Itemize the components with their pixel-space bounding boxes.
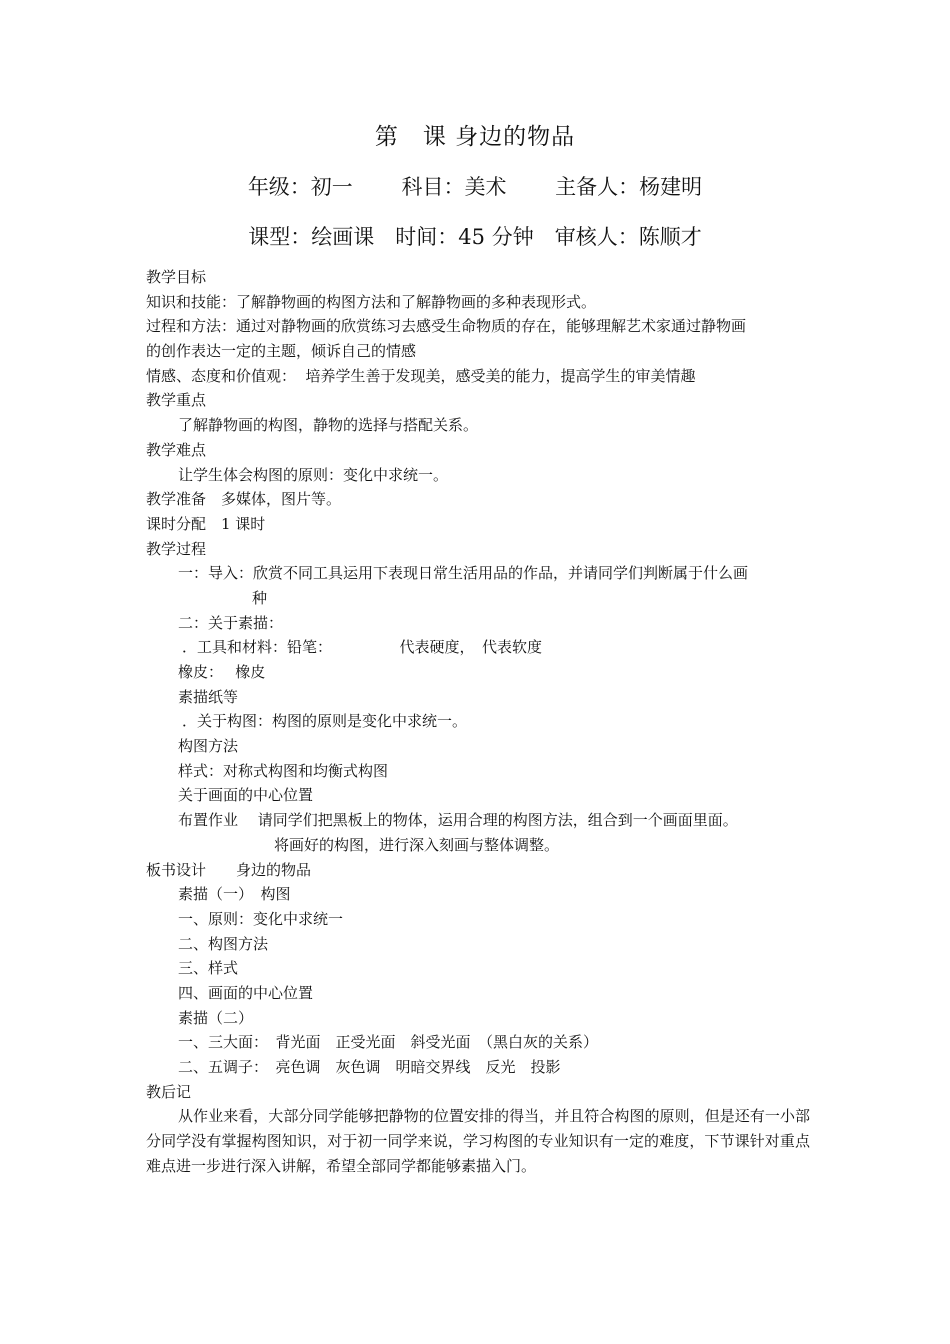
section-heading-difficulties: 教学难点: [146, 440, 207, 459]
text-line: 让学生体会构图的原则：变化中求统一。: [178, 465, 449, 484]
text-line: 情感、态度和价值观： 培养学生善于发现美，感受美的能力，提高学生的审美情趣: [146, 366, 696, 385]
reflection-text: 从作业来看，大部分同学能够把静物的位置安排的得当，并且符合构图的原则，但是还有一小部分同学没有掌握构图知识，对于初一同学来说，学习构图的专业知识有一定的难度，下节课针对重点难点进一步进行深入讲解，希望全部同学都能够素描入门。: [146, 1107, 810, 1175]
text-line: 四、画面的中心位置: [178, 983, 314, 1002]
reflection-paragraph: [146, 1104, 810, 1178]
text-line: ．工具和材料：铅笔： 代表硬度， 代表软度: [182, 638, 543, 657]
text-line: 二：关于素描：: [178, 613, 284, 632]
text-line: 素描（一） 构图: [178, 885, 291, 904]
section-heading-board-design: 板书设计 身边的物品: [146, 860, 312, 879]
text-line: 关于画面的中心位置: [178, 786, 314, 805]
text-line: 知识和技能：了解静物画的构图方法和了解静物画的多种表现形式。: [146, 292, 597, 311]
text-line: 的创作表达一定的主题，倾诉自己的情感: [146, 342, 417, 361]
text-line: 素描纸等: [178, 687, 239, 706]
text-line: 二、构图方法: [178, 934, 269, 953]
text-line: 橡皮： 橡皮: [178, 663, 266, 681]
text-line: 课时分配 1 课时: [146, 514, 266, 533]
lesson-meta-type-time: 课型：绘画课 时间：45 分钟 审核人：陈顺才: [248, 225, 702, 249]
text-line: 教学准备 多媒体，图片等。: [146, 490, 342, 509]
text-line: 种: [252, 588, 268, 607]
text-line: 二、五调子： 亮色调 灰色调 明暗交界线 反光 投影: [178, 1058, 561, 1076]
text-line: 样式：对称式构图和均衡式构图: [178, 761, 389, 780]
text-line: 布置作业 请同学们把黑板上的物体，运用合理的构图方法，组合到一个画面里面。: [178, 811, 738, 830]
section-heading-process: 教学过程: [146, 539, 207, 558]
lesson-title: 第 课 身边的物品: [374, 124, 576, 150]
text-line: 一、三大面： 背光面 正受光面 斜受光面 （黑白灰的关系）: [178, 1033, 599, 1052]
text-line: 了解静物画的构图，静物的选择与搭配关系。: [178, 416, 479, 435]
text-line: 三、样式: [178, 959, 239, 978]
text-line: 过程和方法：通过对静物画的欣赏练习去感受生命物质的存在，能够理解艺术家通过静物画: [146, 317, 747, 336]
section-heading-objectives: 教学目标: [146, 268, 207, 286]
text-line: 一：导入：欣赏不同工具运用下表现日常生活用品的作品，并请同学们判断属于什么画: [178, 564, 749, 583]
text-line: 素描（二）: [178, 1008, 254, 1027]
text-line: ．关于构图：构图的原则是变化中求统一。: [182, 712, 468, 731]
lesson-body: [146, 265, 810, 1178]
section-heading-key-points: 教学重点: [146, 391, 207, 410]
text-line: 将画好的构图，进行深入刻画与整体调整。: [274, 835, 560, 854]
section-heading-reflection: 教后记: [146, 1082, 192, 1101]
lesson-meta-grade-subject: 年级：初一 科目：美术 主备人：杨建明: [247, 175, 703, 199]
text-line: 构图方法: [178, 737, 239, 756]
text-line: 一、原则：变化中求统一: [178, 909, 344, 928]
